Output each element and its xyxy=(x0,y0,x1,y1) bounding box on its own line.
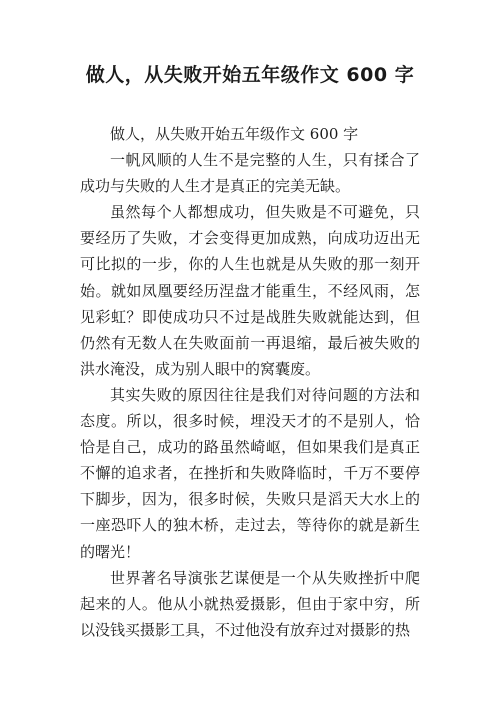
paragraph: 世界著名导演张艺谋便是一个从失败挫折中爬起来的人。他从小就热爱摄影，但由于家中穷，所以没钱买摄影工具，不过他没有放弃过对摄影的热 xyxy=(80,568,420,639)
paragraph: 虽然每个人都想成功，但失败是不可避免，只要经历了失败，才会变得更加成熟，向成功迈出无可比拟的一步，你的人生也就是从失败的那一刻开始。就如凤凰要经历涅盘才能重生，不经风雨，怎见彩虹？即使成功只不过是战胜失败就能达到，但仍然有无数人在失败面前一再退缩，最后被失败的洪水淹没，成为别人眼中的窝囊废。 xyxy=(80,203,420,378)
paragraph: 其实失败的原因往往是我们对待问题的方法和态度。所以，很多时候，埋没天才的不是别人，恰恰是自己，成功的路虽然崎岖，但如果我们是真正不懈的追求者，在挫折和失败降临时，千万不要停下脚步，因为，很多时候，失败只是滔天大水上的一座恐吓人的独木桥，走过去，等待你的就是新生的曙光！ xyxy=(80,385,420,561)
document-body xyxy=(80,121,420,643)
paragraph: 一帆风顺的人生不是完整的人生，只有揉合了成功与失败的人生才是真正的完美无缺。 xyxy=(80,151,420,196)
document-title: 做人，从失败开始五年级作文 600 字 xyxy=(85,64,415,86)
paragraph-subtitle: 做人，从失败开始五年级作文 600 字 xyxy=(110,125,359,143)
